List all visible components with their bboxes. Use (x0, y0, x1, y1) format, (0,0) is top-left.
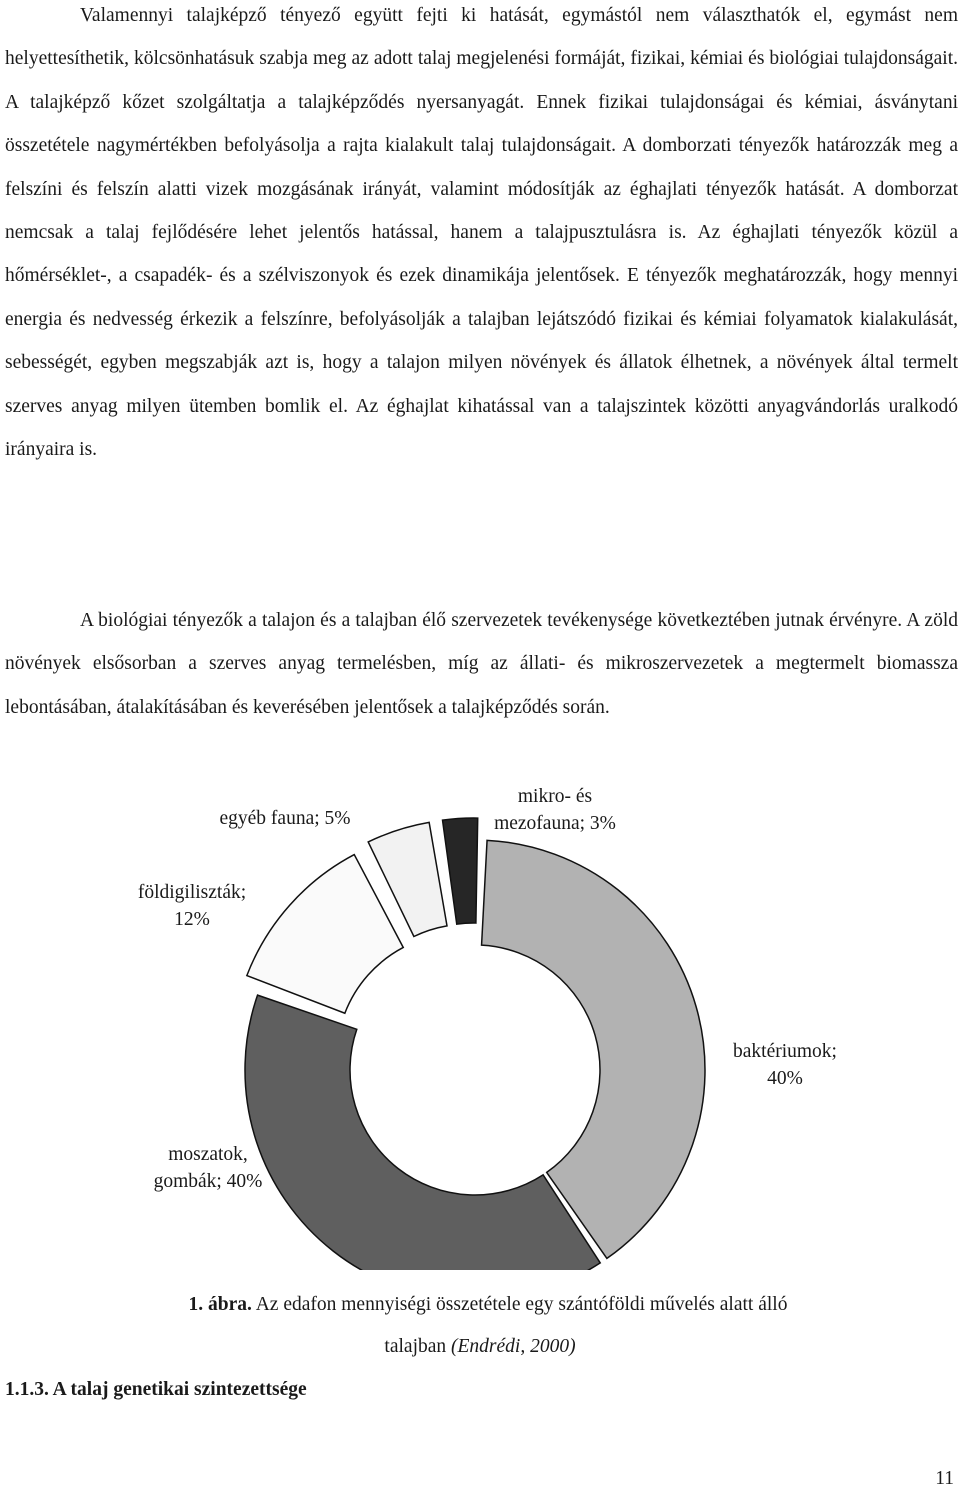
slice-label-0: baktériumok; 40% (733, 1041, 837, 1089)
slice-label-1: moszatok, gombák; 40% (153, 1144, 263, 1192)
figure-source: (Endrédi, 2000) (451, 1336, 576, 1357)
slice-moszatok-gomb-k (245, 995, 600, 1270)
figure-caption-text: Az edafon mennyiségi összetétele egy szántóföldi művelés alatt álló (251, 1294, 788, 1315)
figure-caption-text-2: talajban (384, 1336, 452, 1357)
slice-mikro-s-mezofauna (443, 818, 478, 924)
edafon-doughnut-chart (0, 770, 960, 1270)
slice-f-ldigiliszt-k (247, 855, 403, 1014)
figure-number: 1. ábra. (188, 1294, 252, 1315)
slice-label-4: mikro- és mezofauna; 3% (494, 786, 616, 834)
figure-caption (8, 1293, 960, 1317)
slice-label-2: földigiliszták; 12% (137, 882, 247, 930)
page-number: 11 (935, 1468, 954, 1489)
paragraph-biological-factors: A biológiai tényezők a talajon és a talajban élő szervezetek tevékenysége következtében jutnak érvényre. A zöld növények elsősorban a szerves anyag termelésben, míg az állati- és mikroszervezetek a megtermelt biomassza lebontásában, átalakításában és keverésében jelentősek a talajképződés során. (5, 610, 958, 718)
section-heading: 1.1.3. A talaj genetikai szintezettsége (5, 1379, 307, 1400)
slice-label-3: egyéb fauna; 5% (219, 808, 351, 829)
paragraph-soil-factors: Valamennyi talajképző tényező együtt fejti ki hatását, egymástól nem választhatók el, egymást nem helyettesíthetik, kölcsönhatásuk szabja meg az adott talaj megjelenési formáját, fizikai, kémiai és biológiai tulajdonságait. A talajképző kőzet szolgáltatja a talajképződés nyersanyagát. Ennek fizikai tulajdonságai és kémiai, ásványtani összetétele nagymértékben befolyásolja a rajta kialakult talaj tulajdonságait. A domborzati tényezők határozzák meg a felszíni és felszín alatti vizek mozgásának irányát, valamint módosítják az éghajlati tényezők hatását. A domborzat nemcsak a talaj fejlődésére lehet jelentős hatással, hanem a talajpusztulásra is. Az éghajlati tényezők közül a hőmérséklet-, a csapadék- és a szélviszonyok és ezek dinamikája jelentősek. E tényezők meghatározzák, hogy mennyi energia és nedvesség érkezik a felszínre, befolyásolják a talajban lejátszódó fizikai és kémiai folyamatok kialakulását, sebességét, egyben megszabják azt is, hogy a talajon milyen növények és állatok élhetnek, a növények által termelt szerves anyag milyen ütemben bomlik el. Az éghajlat kihatással van a talajszintek közötti anyagvándorlás uralkodó irányaira is. (5, 5, 958, 461)
figure-caption-continued (0, 1335, 960, 1359)
